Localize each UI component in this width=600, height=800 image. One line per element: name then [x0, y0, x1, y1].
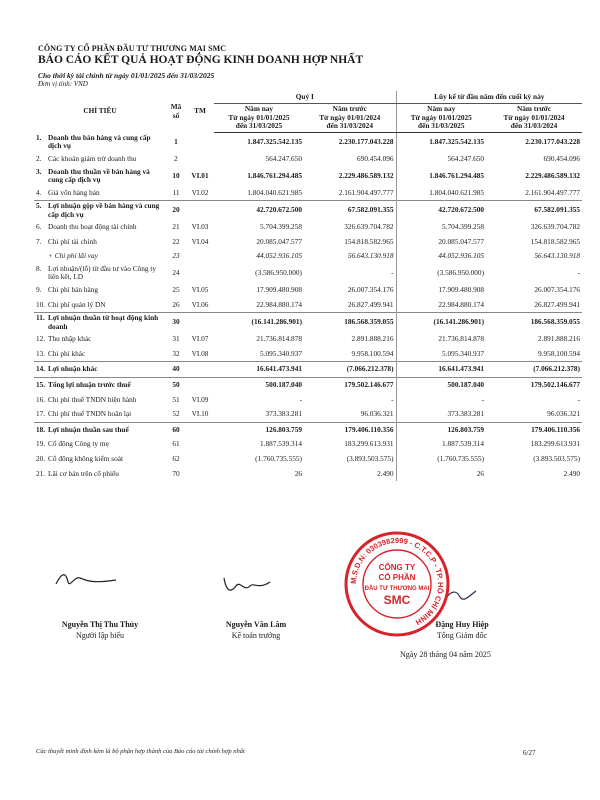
row-code: 52 — [172, 409, 180, 419]
row-code: 25 — [172, 284, 180, 294]
row-value-ytd-2024: - — [577, 394, 581, 404]
table-row — [34, 283, 582, 298]
ytd-last-year-to: đến 31/03/2024 — [510, 121, 558, 131]
row-value-ytd-2025: 20.085.047.577 — [396, 235, 486, 250]
row-label-cell — [34, 407, 166, 422]
row-label: Chi phí khác — [48, 348, 86, 358]
row-value-q1-2025: 5.704.399.258 — [260, 222, 302, 232]
row-note: VI.05 — [191, 284, 209, 294]
seal-line-4: SMC — [383, 593, 411, 607]
table-row — [34, 377, 582, 392]
row-label: Lợi nhuận thuần sau thuế — [48, 424, 129, 434]
row-label: Doanh thu hoạt động tài chính — [48, 222, 137, 232]
row-value-ytd-2025: 5.095.340.937 — [396, 347, 486, 362]
row-value-q1-2025: (16.141.286.901) — [214, 313, 304, 333]
row-value-q1-2024: 2.230.177.043.228 — [338, 137, 394, 147]
ytd-this-year-header — [396, 104, 486, 133]
row-label: Thu nhập khác — [48, 334, 92, 344]
table-row — [34, 220, 582, 235]
row-code: 31 — [172, 334, 180, 344]
row-code: 70 — [172, 468, 180, 478]
row-value-ytd-2024: 690.454.096 — [543, 154, 581, 163]
row-value-q1-2025: 22.984.880.174 — [256, 299, 302, 309]
ytd-this-year-to: đến 31/03/2025 — [418, 121, 465, 131]
row-value-q1-2024: 2.490 — [377, 468, 394, 478]
row-value-q1-2024: (7.066.212.378) — [304, 362, 396, 378]
preparer-role: Người lập biểu — [75, 631, 125, 640]
row-value-q1-2024: 9.958.100.594 — [351, 348, 394, 358]
row-label-cell — [34, 377, 166, 392]
row-note — [186, 264, 214, 283]
row-value-q1-2025: 17.909.480.908 — [256, 284, 302, 294]
report-title: BÁO CÁO KẾT QUẢ HOẠT ĐỘNG KINH DOANH HỢP NHẤT — [38, 54, 364, 66]
row-index: 7. — [36, 236, 42, 246]
row-code: 22 — [172, 236, 180, 246]
row-value-q1-2025: 500.187.040 — [214, 377, 304, 392]
table-row — [34, 347, 582, 362]
income-statement-table — [34, 91, 582, 481]
row-code: 20 — [166, 201, 186, 221]
seal-line-3: ĐẦU TƯ THƯƠNG MẠI — [364, 586, 430, 592]
row-value-q1-2025: 564.247.650 — [265, 154, 302, 163]
row-label-cell — [34, 452, 166, 467]
row-note — [186, 313, 214, 333]
row-value-q1-2025: 44.052.936.105 — [256, 251, 302, 261]
row-label: Chi phí tài chính — [48, 236, 97, 246]
row-note — [186, 422, 214, 437]
row-index: 21. — [36, 468, 46, 478]
row-label-cell — [34, 467, 166, 482]
row-label-cell — [34, 437, 166, 452]
row-note: VI.01 — [191, 170, 209, 180]
row-value-q1-2024: 26.827.499.941 — [347, 299, 394, 309]
group-q1-header: Quý I — [214, 91, 396, 104]
row-value-ytd-2025: 17.909.480.908 — [396, 283, 486, 298]
row-value-q1-2025: - — [299, 394, 302, 404]
row-value-ytd-2025: - — [396, 393, 486, 408]
row-label-cell — [34, 133, 166, 153]
row-value-ytd-2024: (3.893.503.575) — [533, 453, 581, 463]
row-value-ytd-2025: 5.704.399.258 — [396, 220, 486, 235]
row-code: 11 — [172, 187, 180, 197]
row-value-ytd-2025: 1.846.761.294.485 — [396, 167, 486, 186]
q1-this-year-header — [214, 104, 304, 133]
row-label-cell — [34, 235, 166, 250]
q1-this-year-label: Năm nay — [244, 104, 274, 114]
accountant-block — [196, 620, 316, 640]
row-value-ytd-2024: 96.036.321 — [547, 409, 581, 419]
row-value-q1-2024: 2.161.904.497.777 — [338, 187, 394, 197]
row-value-q1-2024: 96.036.321 — [360, 409, 394, 419]
row-index: 14. — [36, 364, 46, 374]
row-value-q1-2024: 67.582.091.355 — [304, 201, 396, 221]
row-code: 61 — [172, 439, 180, 449]
row-label: Lợi nhuận/(lỗ) từ đầu tư vào Công ty liên kết, LD — [48, 263, 157, 282]
row-label: Tổng lợi nhuận trước thuế — [48, 379, 131, 389]
row-value-ytd-2025: 564.247.650 — [396, 152, 486, 167]
row-label-cell — [34, 264, 166, 283]
row-label-cell — [34, 249, 166, 264]
table-row — [34, 152, 582, 167]
row-label: Chi phí bán hàng — [48, 284, 99, 294]
row-value-ytd-2025: (3.586.950.000) — [396, 264, 486, 283]
row-label: Các khoản giảm trừ doanh thu — [48, 154, 137, 163]
row-label: Chi phí thuế TNDN hiện hành — [48, 394, 137, 404]
row-label: Giá vốn hàng bán — [48, 187, 100, 197]
row-note — [186, 201, 214, 221]
row-label: Chi phí quản lý DN — [48, 299, 106, 309]
row-value-q1-2025: 1.887.539.314 — [260, 439, 302, 449]
row-value-ytd-2025: (1.760.735.555) — [396, 452, 486, 467]
table-row — [34, 452, 582, 467]
row-value-ytd-2024: 9.958.100.594 — [538, 348, 581, 358]
accountant-name: Nguyễn Văn Lâm — [225, 620, 287, 629]
table-row — [34, 186, 582, 201]
row-code: 23 — [172, 251, 180, 261]
col-code-header: Mã số — [170, 102, 182, 120]
row-note — [186, 152, 214, 167]
row-value-ytd-2025: 1.847.325.542.135 — [396, 133, 486, 153]
q1-this-year-from: Từ ngày 01/01/2025 — [228, 112, 290, 122]
row-value-q1-2024: 326.639.704.782 — [344, 222, 394, 232]
currency-unit: Đơn vị tính: VND — [38, 80, 88, 88]
row-value-q1-2024: 183.299.613.931 — [344, 439, 394, 449]
row-label-cell — [34, 347, 166, 362]
row-label-cell — [34, 393, 166, 408]
row-value-q1-2024: - — [391, 394, 394, 404]
table-body — [34, 133, 582, 482]
row-code: 51 — [172, 394, 180, 404]
row-value-q1-2025: (1.760.735.555) — [255, 453, 302, 463]
row-code: 50 — [166, 377, 186, 392]
preparer-name: Nguyễn Thị Thu Thủy — [61, 620, 139, 629]
row-note: VI.06 — [191, 299, 209, 309]
accountant-role: Kế toán trưởng — [231, 631, 281, 640]
row-index: 1. — [36, 132, 42, 142]
row-value-q1-2025: 1.847.325.542.135 — [247, 137, 302, 147]
row-value-q1-2024: (3.893.503.575) — [346, 453, 394, 463]
row-value-ytd-2025: 22.984.880.174 — [396, 298, 486, 313]
row-label-cell — [34, 152, 166, 167]
row-label: Doanh thu bán hàng và cung cấp dịch vụ — [48, 132, 151, 151]
preparer-signature — [52, 568, 122, 592]
seal-ring-text: M.S.D.N: 0303982999 - C.T.C.P - TP. HỒ CHÍ MINH — [348, 535, 446, 627]
row-value-ytd-2024: 2.490 — [563, 468, 581, 478]
row-note — [186, 249, 214, 264]
row-index: 12. — [36, 334, 46, 344]
row-label: Lãi cơ bản trên cổ phiếu — [48, 468, 119, 478]
table-row — [34, 235, 582, 250]
table-row — [34, 313, 582, 333]
accountant-signature — [218, 572, 278, 598]
row-value-q1-2024: 690.454.096 — [357, 154, 394, 163]
table-row — [34, 407, 582, 422]
row-index: 20. — [36, 453, 46, 463]
row-value-ytd-2024: 67.582.091.355 — [486, 201, 582, 221]
row-value-q1-2025: (3.586.950.000) — [255, 268, 302, 278]
row-label: Doanh thu thuần về bán hàng và cung cấp dịch vụ — [48, 166, 150, 185]
col-note-header: TM — [194, 106, 206, 116]
row-label-cell — [34, 201, 166, 221]
row-code: 10 — [172, 170, 180, 180]
row-value-q1-2024: 179.406.110.356 — [304, 422, 396, 437]
row-value-q1-2024: - — [391, 268, 394, 278]
row-label: Lợi nhuận gộp về bán hàng và cung cấp dịch vụ — [48, 201, 160, 219]
row-value-ytd-2024: 154.818.582.965 — [530, 236, 581, 246]
row-label: Cổ đông không kiểm soát — [48, 453, 123, 463]
row-value-ytd-2024: 326.639.704.782 — [530, 222, 581, 232]
row-label-cell — [34, 167, 166, 186]
director-name: Đặng Huy Hiệp — [435, 620, 489, 629]
signing-date: Ngày 28 tháng 04 năm 2025 — [400, 650, 491, 659]
row-value-q1-2025: 16.641.473.941 — [214, 362, 304, 378]
ytd-last-year-header — [486, 104, 582, 133]
row-value-ytd-2024: 179.406.110.356 — [486, 422, 582, 437]
row-note: VI.09 — [191, 394, 209, 404]
row-note: VI.03 — [191, 222, 209, 232]
row-index: 13. — [36, 348, 46, 358]
ytd-this-year-from: Từ ngày 01/01/2025 — [410, 112, 472, 122]
ytd-last-year-from: Từ ngày 01/01/2024 — [503, 112, 565, 122]
row-value-ytd-2024: 2.891.888.216 — [538, 334, 581, 344]
row-value-q1-2024: 26.007.354.176 — [347, 284, 394, 294]
row-index: 6. — [36, 222, 42, 232]
row-index: 17. — [36, 409, 46, 419]
row-index: 19. — [36, 439, 46, 449]
row-value-ytd-2025: 26 — [396, 467, 486, 482]
row-label-cell — [34, 220, 166, 235]
row-value-q1-2025: 26 — [294, 468, 302, 478]
row-value-q1-2024: 154.818.582.965 — [344, 236, 394, 246]
row-code: 1 — [174, 136, 178, 146]
row-value-ytd-2025: (16.141.286.901) — [396, 313, 486, 333]
table-row — [34, 201, 582, 221]
row-index: 15. — [36, 379, 46, 389]
row-value-q1-2024: 186.568.359.055 — [304, 313, 396, 333]
row-code: 62 — [172, 453, 180, 463]
row-note: VI.04 — [191, 236, 209, 246]
row-code: 24 — [172, 268, 180, 278]
table-row — [34, 167, 582, 186]
row-note — [186, 467, 214, 482]
row-value-q1-2025: 126.803.759 — [214, 422, 304, 437]
row-value-ytd-2025: 500.187.040 — [396, 377, 486, 392]
row-value-q1-2025: 21.736.814.878 — [256, 334, 302, 344]
row-value-ytd-2025: 44.052.936.105 — [396, 249, 486, 264]
row-code: 40 — [166, 362, 186, 378]
page-number: 6/27 — [523, 749, 536, 757]
row-note — [186, 133, 214, 153]
company-name: CÔNG TY CỔ PHẦN ĐẦU TƯ THƯƠNG MẠI SMC — [38, 44, 227, 53]
row-value-q1-2024: 2.891.888.216 — [351, 334, 394, 344]
row-value-q1-2024: 179.502.146.677 — [304, 377, 396, 392]
preparer-block — [40, 620, 160, 640]
row-index: 5. — [36, 201, 42, 211]
row-index: 18. — [36, 424, 46, 434]
row-index: 10. — [36, 299, 46, 309]
row-index: 11. — [36, 313, 45, 323]
row-label-cell — [34, 313, 166, 333]
table-row — [34, 362, 582, 378]
row-index: 3. — [36, 166, 42, 176]
row-value-ytd-2024: 56.643.130.918 — [534, 251, 581, 261]
row-value-ytd-2024: 183.299.613.931 — [530, 439, 581, 449]
table-row — [34, 422, 582, 437]
row-note — [186, 362, 214, 378]
row-value-q1-2025: 42.720.672.500 — [214, 201, 304, 221]
q1-last-year-header — [304, 104, 396, 133]
row-value-q1-2025: 373.383.281 — [265, 409, 302, 419]
row-label-cell — [34, 362, 166, 378]
row-label-cell — [34, 422, 166, 437]
table-row — [34, 393, 582, 408]
row-value-ytd-2024: 186.568.359.055 — [486, 313, 582, 333]
row-index: 9. — [36, 284, 42, 294]
row-code: 26 — [172, 299, 180, 309]
row-note — [186, 377, 214, 392]
q1-this-year-to: đến 31/03/2025 — [235, 121, 283, 131]
director-role: Tổng Giám đốc — [436, 631, 488, 640]
table-row — [34, 264, 582, 283]
row-index: 16. — [36, 394, 46, 404]
row-value-q1-2025: 20.085.047.577 — [256, 236, 302, 246]
row-code: 21 — [172, 222, 180, 232]
row-note — [186, 452, 214, 467]
row-note — [186, 437, 214, 452]
seal-line-2: CỔ PHẦN — [378, 573, 416, 582]
group-ytd-header: Lũy kế từ đầu năm đến cuối kỳ này — [396, 91, 582, 104]
row-value-ytd-2024: 26.827.499.941 — [534, 299, 581, 309]
table-row — [34, 298, 582, 313]
row-label: Chi phí thuế TNDN hoãn lại — [48, 409, 132, 419]
row-note: VI.07 — [191, 334, 209, 344]
header-row-1 — [34, 91, 582, 104]
table-row — [34, 437, 582, 452]
q1-last-year-label: Năm trước — [332, 104, 367, 114]
row-note: VI.10 — [191, 409, 209, 419]
row-value-q1-2024: 56.643.130.918 — [347, 251, 394, 261]
row-value-ytd-2024: 179.502.146.677 — [486, 377, 582, 392]
ytd-this-year-label: Năm nay — [427, 104, 456, 114]
row-value-ytd-2025: 16.641.473.941 — [396, 362, 486, 378]
footer-note: Các thuyết minh đính kèm là bộ phận hợp thành của Báo cáo tài chính hợp nhất — [36, 748, 245, 755]
q1-last-year-to: đến 31/03/2024 — [326, 121, 373, 131]
table-row — [34, 249, 582, 264]
row-value-ytd-2024: 26.007.354.176 — [534, 284, 581, 294]
row-value-ytd-2025: 1.804.040.621.985 — [396, 186, 486, 201]
ytd-last-year-label: Năm trước — [516, 104, 552, 114]
row-code: 60 — [166, 422, 186, 437]
row-label-cell — [34, 298, 166, 313]
row-code: 2 — [174, 154, 178, 163]
row-value-ytd-2024: - — [577, 268, 581, 278]
seal-line-1: CÔNG TY — [378, 563, 416, 572]
row-index: 4. — [36, 187, 42, 197]
row-note: VI.02 — [191, 187, 209, 197]
row-code: 30 — [166, 313, 186, 333]
table-row — [34, 332, 582, 347]
row-label: Lợi nhuận khác — [48, 364, 98, 374]
row-value-q1-2024: 2.229.486.589.132 — [338, 170, 394, 180]
row-value-ytd-2025: 42.720.672.500 — [396, 201, 486, 221]
row-code: 32 — [172, 348, 180, 358]
row-value-ytd-2024: 2.229.486.589.132 — [525, 170, 581, 180]
table-row — [34, 467, 582, 482]
report-period: Cho thời kỳ tài chính từ ngày 01/01/2025 đến 31/03/2025 — [38, 71, 215, 80]
row-value-ytd-2024: 2.230.177.043.228 — [525, 137, 581, 147]
q1-last-year-from: Từ ngày 01/01/2024 — [319, 112, 381, 122]
table-row — [34, 133, 582, 153]
row-value-ytd-2025: 1.887.539.314 — [396, 437, 486, 452]
row-value-q1-2025: 1.846.761.294.485 — [247, 170, 302, 180]
row-label-cell — [34, 186, 166, 201]
row-label: + Chi phí lãi vay — [48, 251, 98, 261]
row-note: VI.08 — [191, 348, 209, 358]
row-value-q1-2025: 5.095.340.937 — [260, 348, 302, 358]
row-label-cell — [34, 332, 166, 347]
row-index: 2. — [36, 154, 42, 163]
row-value-ytd-2025: 126.803.759 — [396, 422, 486, 437]
row-value-q1-2025: 1.804.040.621.985 — [247, 187, 302, 197]
row-value-ytd-2025: 373.383.281 — [396, 407, 486, 422]
row-index: 8. — [36, 263, 42, 273]
row-value-ytd-2025: 21.736.814.878 — [396, 332, 486, 347]
row-value-ytd-2024: (7.066.212.378) — [486, 362, 582, 378]
row-label: Lợi nhuận thuần từ hoạt động kinh doanh — [48, 313, 159, 331]
col-item-header: CHỈ TIÊU — [83, 106, 117, 116]
row-label: Cổ đông Công ty mẹ — [48, 439, 109, 449]
row-value-ytd-2024: 2.161.904.497.777 — [525, 187, 581, 197]
director-block — [412, 620, 512, 640]
row-label-cell — [34, 283, 166, 298]
